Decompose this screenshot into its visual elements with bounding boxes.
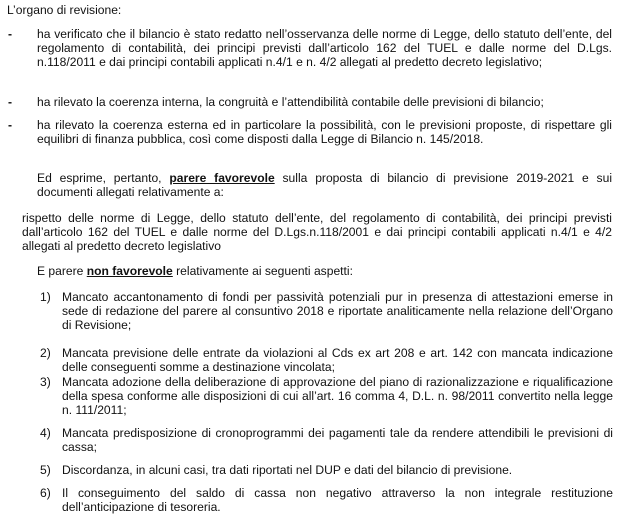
- numbered-item: Mancata previsione delle entrate da violazioni al Cds ex art 208 e art. 142 con mancata indicazione delle conseguenti somme a destinazione vincolata;: [62, 346, 613, 375]
- bullet-marker: -: [8, 118, 13, 132]
- negative-post: relativamente ai seguenti aspetti:: [172, 264, 353, 278]
- bullet-marker: -: [8, 95, 13, 109]
- item-number: 1): [40, 290, 51, 304]
- item-number: 4): [40, 426, 51, 440]
- numbered-item: Il conseguimento del saldo di cassa non negativo attraverso la non integrale restituzione dell’anticipazione di tesoreria.: [62, 486, 613, 515]
- negative-pre: E parere: [37, 264, 87, 278]
- compliance-paragraph: rispetto delle norme di Legge, dello statuto dell’ente, del regolamento di contabilità, dei principi previsti dall’articolo 162 del TUEL e dalle norme del D.Lgs.n.118/2001 e dai principi contabili applicati n.4/1 e 4/2 allegati al predetto decreto legislativo: [22, 211, 612, 254]
- item-number: 3): [40, 375, 51, 389]
- favorable-opinion-paragraph: [37, 171, 612, 199]
- opinion-post: sulla proposta di bilancio di previsione 2019-2021 e sui documenti allegati relativamente a:: [37, 171, 613, 200]
- numbered-item: Discordanza, in alcuni casi, tra dati riportati nel DUP e dati del bilancio di previsione.: [62, 463, 513, 477]
- unfavorable-opinion-paragraph: [37, 264, 612, 278]
- item-number: 2): [40, 346, 51, 360]
- numbered-item: Mancata predisposizione di cronoprogrammi dei pagamenti tale da rendere attendibili le previsioni di cassa;: [62, 426, 613, 455]
- bullet-item: ha rilevato la coerenza interna, la congruità e l’attendibilità contabile delle previsioni di bilancio;: [37, 95, 544, 109]
- intro-heading: L’organo di revisione:: [7, 3, 122, 17]
- numbered-item: Mancata adozione della deliberazione di approvazione del piano di razionalizzazione e riqualificazione della spesa conforme alle disposizioni di cui all’art. 16 comma 4, D.L. n. 98/2011 convertito nella legge n. 111/2011;: [62, 375, 613, 418]
- bullet-marker: -: [8, 27, 13, 41]
- numbered-item: Mancato accantonamento di fondi per passività potenziali pur in presenza di attestazioni emerse in sede di redazione del parere al consuntivo 2018 e riportate analiticamente nella relazione dell’Organo di Revisione;: [62, 290, 613, 333]
- unfavorable-opinion-emphasis: non favorevole: [86, 264, 173, 278]
- bullet-item: ha rilevato la coerenza esterna ed in particolare la possibilità, con le previsioni proposte, di rispettare gli equilibri di finanza pubblica, così come disposti dalla Legge di Bilancio n. 145/2018.: [37, 118, 612, 147]
- item-number: 6): [40, 486, 51, 500]
- favorable-opinion-emphasis: parere favorevole: [169, 171, 275, 185]
- opinion-pre: Ed esprime, pertanto,: [37, 171, 170, 185]
- bullet-item: ha verificato che il bilancio è stato redatto nell’osservanza delle norme di Legge, dello statuto dell’ente, del regolamento di contabilità, dei principi previsti dall’articolo 162 del TUEL e dalle norme del D.Lgs. n.118/2011 e dai principi contabili applicati n.4/1 e n. 4/2 allegati al predetto decreto legislativo;: [37, 27, 612, 70]
- item-number: 5): [40, 463, 51, 477]
